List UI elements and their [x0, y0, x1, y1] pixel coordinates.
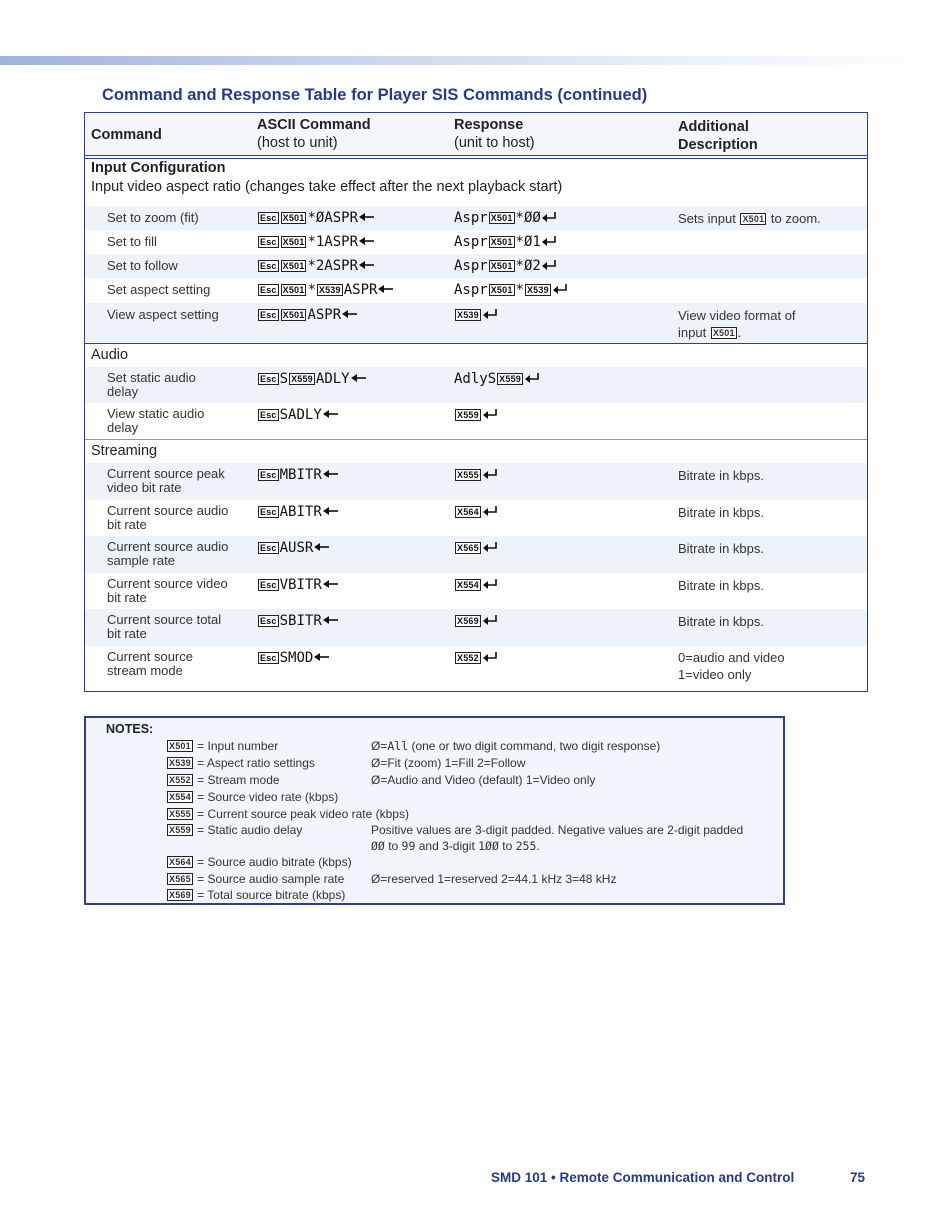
ascii-command: Esc S X559 ADLY: [257, 371, 366, 387]
page-title: Command and Response Table for Player SIS Commands (continued): [102, 86, 648, 104]
left-arrow-icon: [323, 579, 338, 589]
return-arrow-icon: [483, 652, 498, 662]
notes-box: [84, 716, 785, 905]
return-arrow-icon: [483, 409, 498, 419]
description: View video format of input X501 .: [678, 308, 796, 340]
response: X539: [454, 307, 498, 323]
esc-key-icon: Esc: [260, 470, 277, 480]
response: X564: [454, 504, 498, 520]
left-arrow-icon: [314, 542, 329, 552]
note-item: X501 = Input number: [169, 739, 279, 753]
response: X565: [454, 540, 498, 556]
ascii-command: Esc X501 * X539 ASPR: [257, 282, 393, 298]
ascii-command: Esc X501 ASPR: [257, 307, 357, 323]
esc-key-icon: Esc: [260, 410, 277, 420]
left-arrow-icon: [314, 652, 329, 662]
page-number: 75: [850, 1170, 866, 1185]
section-streaming: Streaming: [91, 443, 158, 459]
return-arrow-icon: [483, 615, 498, 625]
return-arrow-icon: [542, 260, 557, 270]
ascii-command: Esc X501 *2ASPR: [257, 258, 374, 274]
response: AdlyS X559: [454, 371, 540, 387]
response: X559: [454, 407, 498, 423]
section-input-configuration: Input Configuration: [91, 160, 226, 176]
description: Bitrate in kbps.: [678, 468, 764, 483]
left-arrow-icon: [323, 469, 338, 479]
response: Aspr X501 *ØØ: [454, 210, 557, 226]
return-arrow-icon: [542, 236, 557, 246]
left-arrow-icon: [323, 506, 338, 516]
esc-key-icon: Esc: [260, 543, 277, 553]
response: Aspr X501 *Ø2: [454, 258, 557, 274]
table-row: Set to follow Esc X501 *2ASPR Aspr X501 *Ø2: [85, 254, 867, 278]
header-gradient-bar: [0, 56, 950, 65]
header-ascii-command: ASCII Command (host to unit): [257, 117, 371, 151]
ascii-command: Esc SMOD: [257, 650, 329, 666]
note-detail: Ø=Fit (zoom) 1=Fill 2=Follow: [371, 756, 526, 770]
ascii-command: Esc X501 *1ASPR: [257, 234, 374, 250]
esc-key-icon: Esc: [260, 261, 277, 271]
note-detail: Ø=All (one or two digit command, two digit response): [371, 739, 661, 753]
note-detail: Ø=Audio and Video (default) 1=Video only: [371, 773, 596, 787]
esc-key-icon: Esc: [260, 310, 277, 320]
esc-key-icon: Esc: [260, 580, 277, 590]
ascii-command: Esc AUSR: [257, 540, 329, 556]
header-response: Response (unit to host): [454, 117, 535, 151]
response: Aspr X501 *Ø1: [454, 234, 557, 250]
ascii-command: Esc MBITR: [257, 467, 338, 483]
return-arrow-icon: [483, 579, 498, 589]
table-row: Current source peak video bit rate Esc MBITR X555 Bitrate in kbps.: [85, 463, 867, 500]
esc-key-icon: Esc: [260, 507, 277, 517]
esc-key-icon: Esc: [260, 237, 277, 247]
header-description: Additional Description: [678, 119, 758, 153]
table-row: Current source stream mode Esc SMOD X552 0=audio and video 1=video only: [107, 649, 785, 682]
response: X554: [454, 577, 498, 593]
left-arrow-icon: [359, 236, 374, 246]
esc-key-icon: Esc: [260, 616, 277, 626]
return-arrow-icon: [483, 309, 498, 319]
esc-key-icon: Esc: [260, 285, 277, 295]
table-row: View static audio delay Esc SADLY X559: [85, 403, 867, 439]
ascii-command: Esc ABITR: [257, 504, 338, 520]
left-arrow-icon: [323, 615, 338, 625]
footer-text: SMD 101 • Remote Communication and Control: [491, 1170, 795, 1185]
note-item: X569 = Total source bitrate (kbps): [169, 888, 346, 902]
esc-key-icon: Esc: [260, 213, 277, 223]
note-item: X559 = Static audio delay: [169, 823, 303, 837]
note-item: X555 = Current source peak video rate (kbps): [169, 807, 409, 821]
divider: [85, 343, 867, 344]
table-row: Current source total bit rate Esc SBITR X569 Bitrate in kbps.: [85, 609, 867, 646]
note-item: X539 = Aspect ratio settings: [169, 756, 315, 770]
table-row: View aspect setting Esc X501 ASPR X539 View video format of input X501 .: [85, 303, 867, 343]
table-row: Current source audio bit rate Esc ABITR X564 Bitrate in kbps.: [107, 503, 764, 532]
return-arrow-icon: [483, 506, 498, 516]
note-detail: Positive values are 3-digit padded. Negative values are 2-digit padded ØØ to 99 and 3-digit 1ØØ to 255.: [371, 823, 744, 853]
header-command: Command: [91, 127, 162, 143]
table-row: Current source audio sample rate Esc AUSR X565 Bitrate in kbps.: [85, 536, 867, 573]
note-item: X552 = Stream mode: [169, 773, 280, 787]
ascii-command: Esc VBITR: [257, 577, 338, 593]
response: Aspr X501 * X539: [454, 282, 568, 298]
ascii-command: Esc SADLY: [257, 407, 338, 423]
table-row: Set aspect setting Esc X501 * X539 ASPR Aspr X501 * X539: [85, 278, 867, 303]
description: 0=audio and video 1=video only: [678, 650, 785, 682]
section-audio: Audio: [91, 347, 129, 363]
table-row: Set static audio delay Esc S X559 ADLY AdlyS X559: [85, 367, 867, 403]
left-arrow-icon: [378, 284, 393, 294]
divider: [85, 439, 867, 440]
response: X569: [454, 613, 498, 629]
return-arrow-icon: [542, 212, 557, 222]
note-item: X554 = Source video rate (kbps): [169, 790, 339, 804]
esc-key-icon: Esc: [260, 653, 277, 663]
left-arrow-icon: [359, 260, 374, 270]
notes-title: NOTES:: [106, 722, 154, 736]
return-arrow-icon: [553, 284, 568, 294]
esc-key-icon: Esc: [260, 374, 277, 384]
return-arrow-icon: [525, 373, 540, 383]
description: Bitrate in kbps.: [678, 505, 764, 520]
table-row: Set to zoom (fit) Esc X501 *ØASPR Aspr X501 *ØØ Sets input X501 to zoom.: [85, 206, 867, 230]
return-arrow-icon: [483, 469, 498, 479]
table-row: Current source video bit rate Esc VBITR X554 Bitrate in kbps.: [107, 576, 764, 605]
table-row: Set to fill Esc X501 *1ASPR Aspr X501 *Ø1: [85, 230, 867, 254]
table-header: [85, 113, 867, 156]
note-detail: Ø=reserved 1=reserved 2=44.1 kHz 3=48 kHz: [371, 872, 617, 886]
ascii-command: Esc SBITR: [257, 613, 338, 629]
description: Bitrate in kbps.: [678, 578, 764, 593]
description: Bitrate in kbps.: [678, 541, 764, 556]
command-table: [84, 112, 868, 692]
section-input-subtitle: Input video aspect ratio (changes take effect after the next playback start): [91, 179, 563, 195]
description: Bitrate in kbps.: [678, 614, 764, 629]
return-arrow-icon: [483, 542, 498, 552]
left-arrow-icon: [323, 409, 338, 419]
note-item: X564 = Source audio bitrate (kbps): [169, 855, 352, 869]
note-item: X565 = Source audio sample rate: [169, 872, 345, 886]
description: Sets input X501 to zoom.: [678, 211, 821, 226]
ascii-command: Esc X501 *ØASPR: [257, 210, 374, 226]
response: X552: [454, 650, 498, 666]
left-arrow-icon: [351, 373, 366, 383]
response: X555: [454, 467, 498, 483]
left-arrow-icon: [342, 309, 357, 319]
left-arrow-icon: [359, 212, 374, 222]
